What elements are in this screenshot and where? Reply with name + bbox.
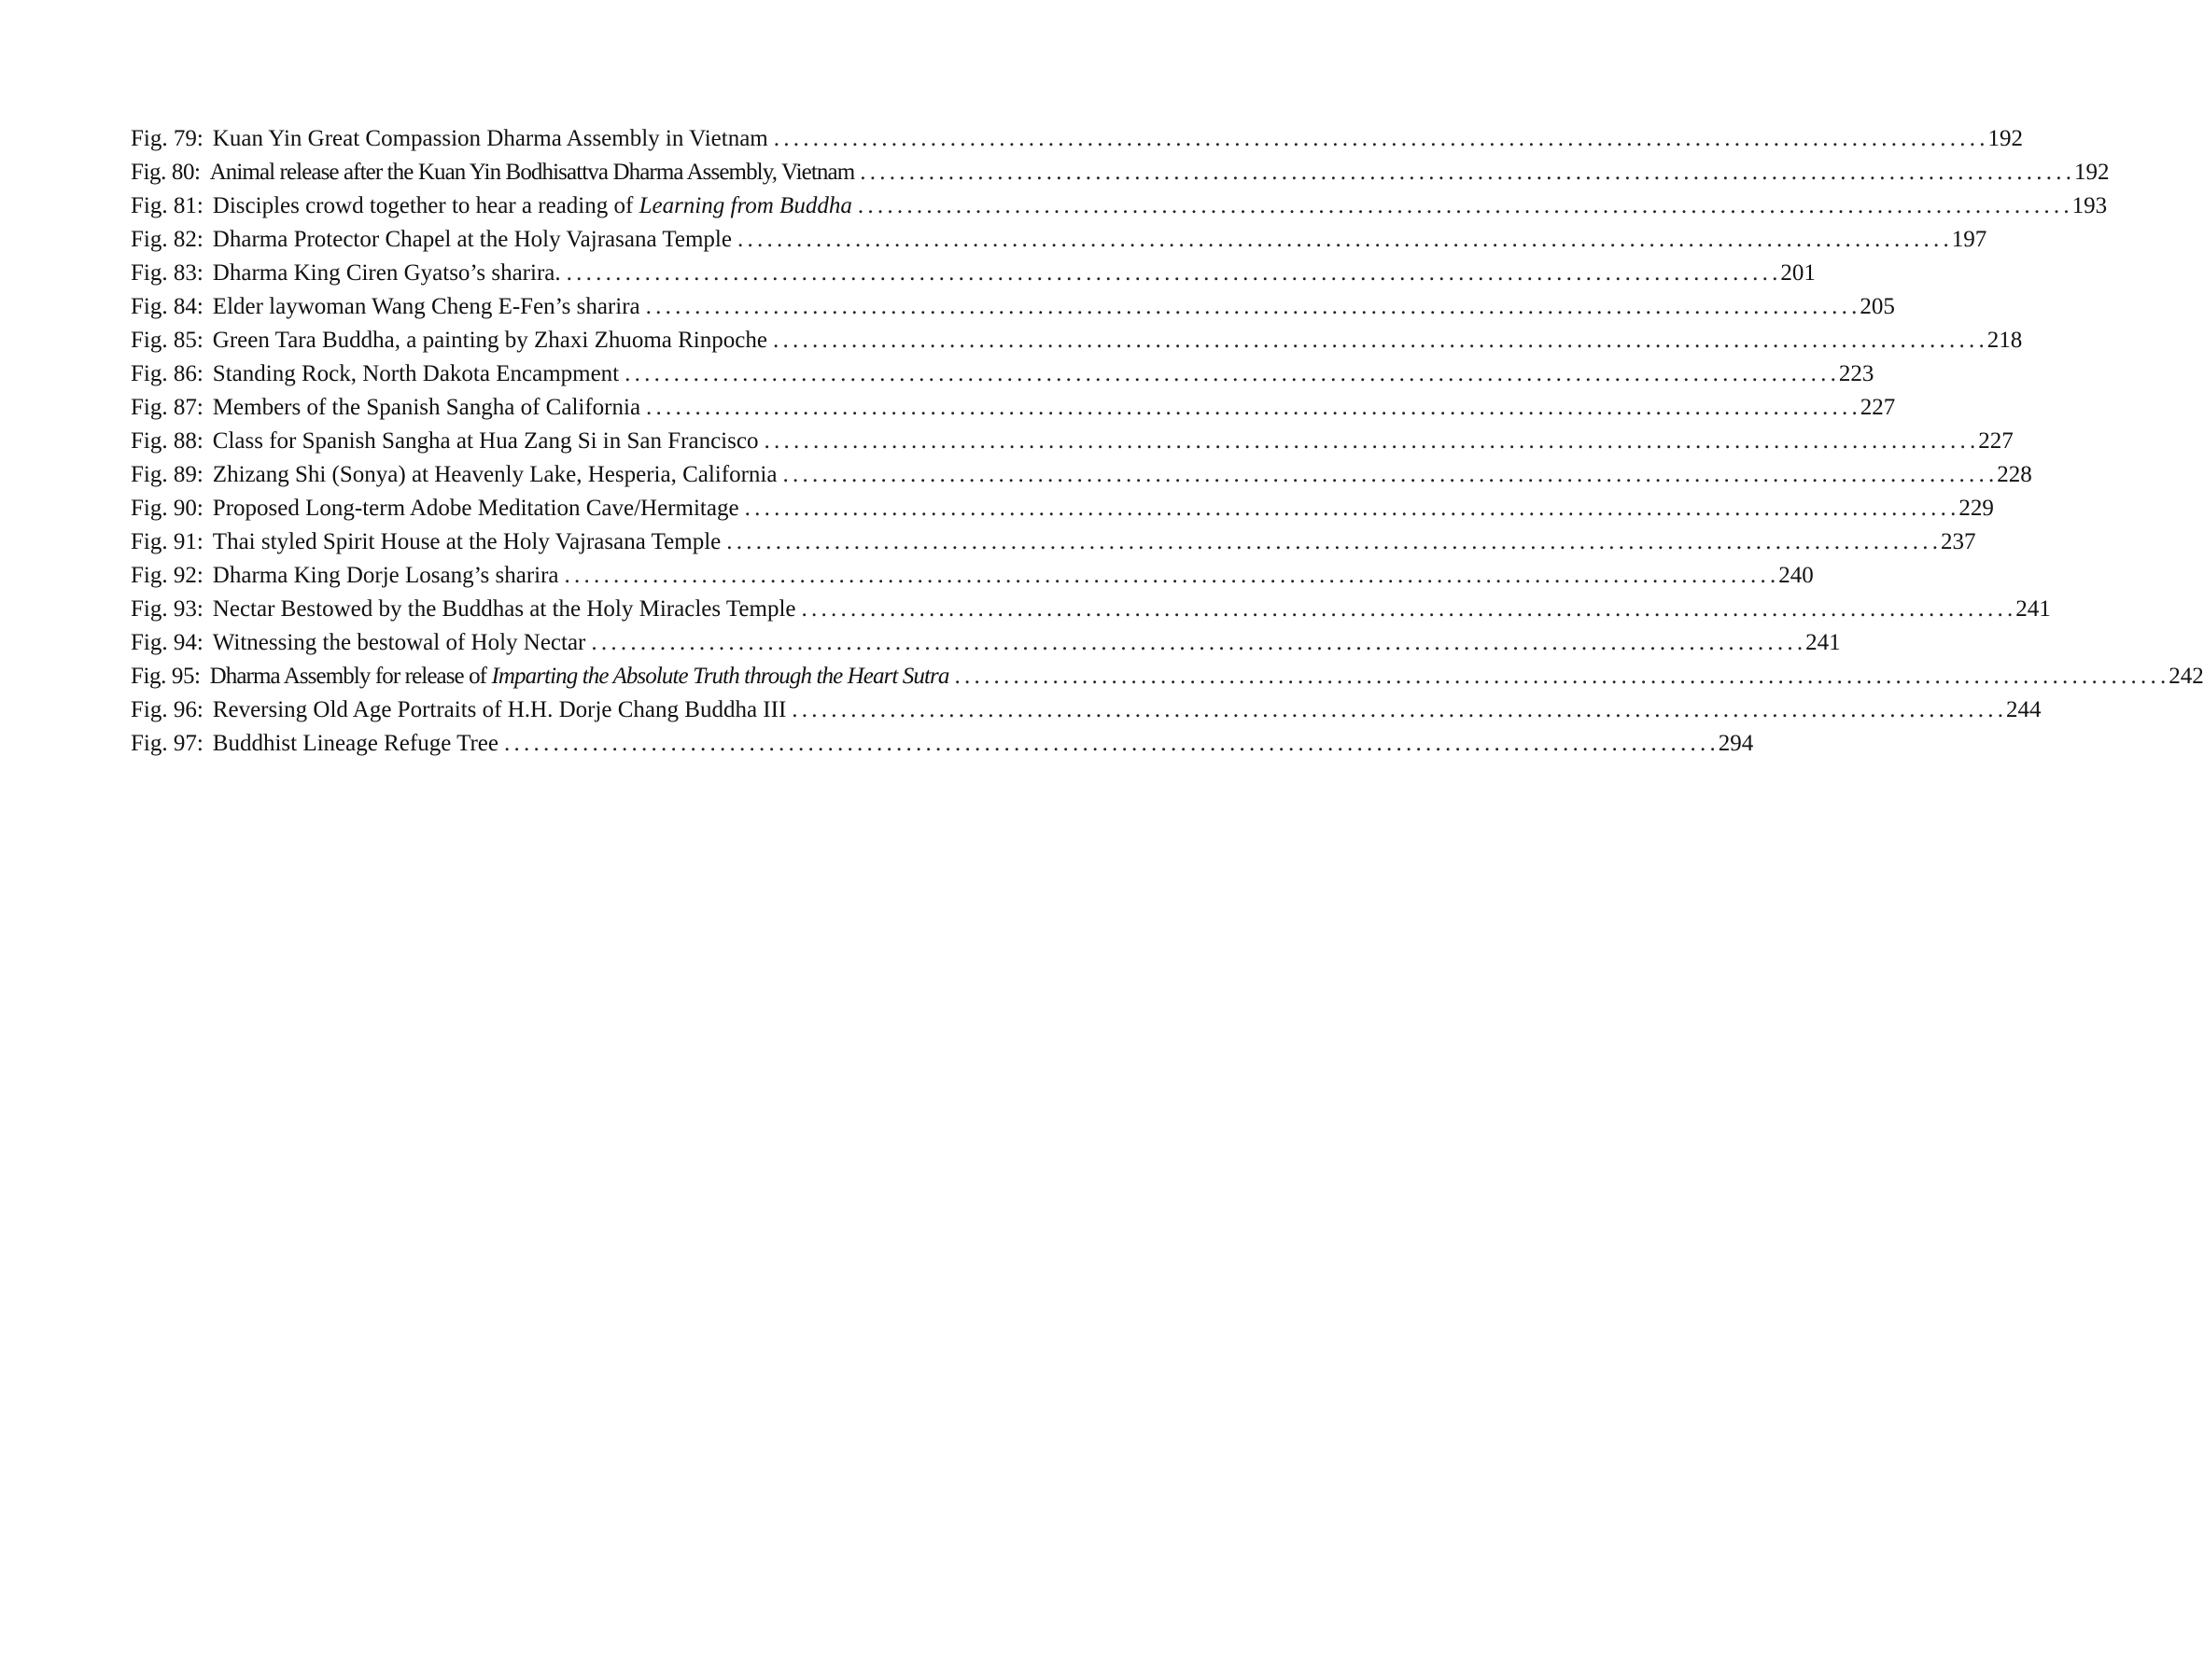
dot-leader xyxy=(860,156,2071,189)
page-number: 242 xyxy=(2169,664,2204,689)
figure-caption xyxy=(213,626,586,660)
figure-number: Fig. 93: xyxy=(131,596,204,622)
dot-leader xyxy=(774,122,1985,156)
caption-text: Witnessing the bestowal of Holy Nectar xyxy=(212,630,586,655)
figure-number: Fig. 90: xyxy=(131,496,204,521)
figure-caption xyxy=(213,122,768,156)
figure-number: Fig. 85: xyxy=(131,328,204,353)
dot-leader xyxy=(792,693,2002,727)
list-item xyxy=(131,391,1896,425)
list-item xyxy=(131,223,1987,257)
list-item xyxy=(131,727,1754,761)
figure-caption xyxy=(210,660,949,693)
caption-text: Kuan Yin Great Compassion Dharma Assembly in Vietnam xyxy=(212,126,768,151)
figure-number: Fig. 87: xyxy=(131,395,204,420)
list-item xyxy=(131,492,1994,525)
caption-text: Disciples crowd together to hear a reading of xyxy=(212,193,639,218)
list-item xyxy=(131,458,2032,492)
page-number: 193 xyxy=(2071,193,2108,218)
figure-number: Fig. 88: xyxy=(131,428,204,454)
page-number: 201 xyxy=(1780,260,1816,286)
figure-caption xyxy=(213,593,796,626)
list-item xyxy=(131,660,2204,693)
list-item xyxy=(131,122,2023,156)
dot-leader xyxy=(802,593,2013,626)
figure-caption xyxy=(213,257,561,290)
list-item xyxy=(131,693,2042,727)
figure-number: Fig. 82: xyxy=(131,227,204,252)
dot-leader xyxy=(567,257,1777,290)
page-number: 227 xyxy=(1978,428,2014,454)
list-item xyxy=(131,559,1814,593)
figure-caption xyxy=(213,391,640,425)
figure-caption xyxy=(210,156,855,189)
caption-text: Thai styled Spirit House at the Holy Vajrasana Temple xyxy=(212,529,722,554)
figure-number: Fig. 97: xyxy=(131,731,204,756)
figure-number: Fig. 95: xyxy=(131,664,201,689)
caption-text: Elder laywoman Wang Cheng E-Fen’s sharira xyxy=(212,294,640,319)
page-number: 240 xyxy=(1778,563,1814,588)
page-number: 241 xyxy=(1805,630,1841,655)
caption-text: Zhizang Shi (Sonya) at Heavenly Lake, Hesperia, California xyxy=(212,462,778,487)
figure-number: Fig. 89: xyxy=(131,462,204,487)
figure-caption xyxy=(213,559,559,593)
caption-text: Nectar Bestowed by the Buddhas at the Holy Miracles Temple xyxy=(212,596,796,622)
page-number: 294 xyxy=(1718,731,1754,756)
page-number: 241 xyxy=(2015,596,2051,622)
dot-leader xyxy=(726,525,1937,559)
figure-number: Fig. 83: xyxy=(131,260,204,286)
figure-caption xyxy=(213,357,619,391)
page-number: 228 xyxy=(1997,462,2032,487)
list-item xyxy=(131,593,2051,626)
page-number: 237 xyxy=(1940,529,1976,554)
dot-leader xyxy=(591,626,1802,660)
figure-caption xyxy=(213,425,759,458)
list-item xyxy=(131,626,1841,660)
dot-leader xyxy=(646,391,1857,425)
page-number: 192 xyxy=(1987,126,2023,151)
list-item xyxy=(131,156,2110,189)
list-of-figures xyxy=(131,122,2204,761)
list-item xyxy=(131,525,1976,559)
italic-book-title: Imparting the Absolute Truth through the Heart Sutra xyxy=(491,664,949,689)
caption-text: Standing Rock, North Dakota Encampment xyxy=(212,361,620,386)
dot-leader xyxy=(737,223,1948,257)
dot-leader xyxy=(745,492,1956,525)
figure-number: Fig. 84: xyxy=(131,294,204,319)
page-number: 205 xyxy=(1860,294,1895,319)
figure-caption xyxy=(213,290,640,324)
page-number: 229 xyxy=(1958,496,1994,521)
figure-number: Fig. 91: xyxy=(131,529,204,554)
page-number: 218 xyxy=(1986,328,2023,353)
page-number: 197 xyxy=(1951,227,1987,252)
list-item xyxy=(131,290,1895,324)
figure-number: Fig. 96: xyxy=(131,697,204,722)
dot-leader xyxy=(955,660,2166,693)
figure-number: Fig. 79: xyxy=(131,126,204,151)
figure-caption xyxy=(213,324,767,357)
caption-text: Dharma Assembly for release of xyxy=(209,664,492,689)
figure-caption xyxy=(213,693,786,727)
figure-number: Fig. 81: xyxy=(131,193,204,218)
dot-leader xyxy=(565,559,1776,593)
caption-text: Green Tara Buddha, a painting by Zhaxi Zhuoma Rinpoche xyxy=(212,328,767,353)
figure-caption xyxy=(213,727,498,761)
caption-text: Animal release after the Kuan Yin Bodhisattva Dharma Assembly, Vietnam xyxy=(209,160,855,185)
caption-text: Proposed Long-term Adobe Meditation Cave/Hermitage xyxy=(212,496,739,521)
figure-number: Fig. 86: xyxy=(131,361,204,386)
dot-leader xyxy=(504,727,1715,761)
list-item xyxy=(131,324,2023,357)
list-item xyxy=(131,425,2014,458)
caption-text: Dharma Protector Chapel at the Holy Vajrasana Temple xyxy=(212,227,732,252)
dot-leader xyxy=(773,324,1984,357)
dot-leader xyxy=(625,357,1835,391)
figure-caption xyxy=(213,189,852,223)
caption-text: Dharma King Dorje Losang’s sharira xyxy=(212,563,559,588)
dot-leader xyxy=(764,425,1974,458)
page-number: 192 xyxy=(2074,160,2110,185)
page-number: 223 xyxy=(1838,361,1874,386)
figure-caption xyxy=(213,525,721,559)
figure-number: Fig. 80: xyxy=(131,160,201,185)
list-item xyxy=(131,189,2108,223)
caption-text: Members of the Spanish Sangha of California xyxy=(212,395,641,420)
figure-number: Fig. 92: xyxy=(131,563,204,588)
list-item xyxy=(131,257,1816,290)
caption-text: Class for Spanish Sangha at Hua Zang Si in San Francisco xyxy=(212,428,759,454)
figure-caption xyxy=(213,492,739,525)
page-number: 244 xyxy=(2006,697,2042,722)
caption-text: Buddhist Lineage Refuge Tree xyxy=(212,731,498,756)
page-number: 227 xyxy=(1860,395,1896,420)
list-item xyxy=(131,357,1874,391)
figure-caption xyxy=(213,458,778,492)
italic-book-title: Learning from Buddha xyxy=(639,193,852,218)
figure-number: Fig. 94: xyxy=(131,630,204,655)
dot-leader xyxy=(858,189,2069,223)
caption-text: Dharma King Ciren Gyatso’s sharira. xyxy=(212,260,561,286)
dot-leader xyxy=(782,458,1993,492)
caption-text: Reversing Old Age Portraits of H.H. Dorje Chang Buddha III xyxy=(212,697,787,722)
dot-leader xyxy=(646,290,1857,324)
figure-caption xyxy=(213,223,732,257)
